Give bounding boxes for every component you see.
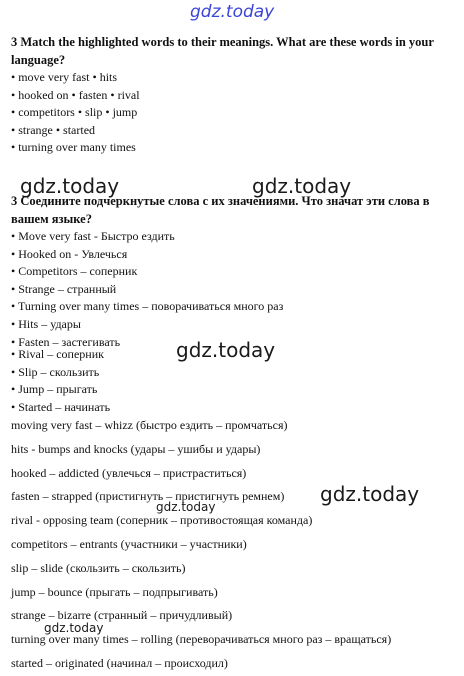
russian-item: • Move very fast - Быстро ездить (11, 229, 175, 243)
pair-line: hits - bumps and knocks (удары – ушибы и удары) (11, 441, 261, 456)
pair-line: slip – slide (скользить – скользить) (11, 560, 186, 575)
russian-heading: 3 Соедините подчеркнутые слова с их значениями. Что значат эти слова в вашем языке? (11, 194, 430, 226)
watermark-center: gdz.today (176, 338, 276, 362)
watermark-left-mid: gdz.today (20, 174, 120, 198)
pair-line: rival - opposing team (соперник – противостоящая команда) (11, 513, 313, 528)
russian-item: • Jump – прыгать (11, 382, 98, 397)
pair-line: turning over many times – rolling (переворачиваться много раз – вращаться) (11, 632, 392, 647)
watermark-right-mid: gdz.today (252, 174, 352, 198)
russian-exercise (11, 192, 451, 351)
russian-item: • Hits – удары (11, 316, 81, 331)
english-exercise (11, 33, 451, 157)
pair-line: started – originated (начинал – происходил) (11, 655, 228, 670)
pair-line: jump – bounce (прыгать – подпрыгивать) (11, 584, 218, 599)
russian-item: • Fasten – застегивать (11, 334, 121, 349)
watermark-top: gdz.today (190, 2, 275, 22)
russian-item: • Competitors – соперник (11, 264, 138, 279)
english-heading: 3 Match the highlighted words to their meanings. What are these words in your language? (11, 35, 434, 67)
russian-item: • Turning over many times – поворачиваться много раз (11, 299, 284, 314)
russian-item: • Strange – странный (11, 281, 117, 296)
pair-line: competitors – entrants (участники – участники) (11, 536, 247, 551)
watermark-small-2: gdz.today (44, 621, 104, 635)
english-item: • competitors • slip • jump (11, 105, 138, 120)
english-item: • move very fast • hits (11, 70, 118, 84)
russian-item: • Hooked on - Увлечься (11, 246, 128, 261)
russian-exercise-continued (11, 346, 110, 416)
watermark-right-lower: gdz.today (320, 482, 420, 506)
english-item: • turning over many times (11, 140, 136, 155)
watermark-small-1: gdz.today (156, 500, 216, 514)
pair-line: strange – bizarre (странный – причудливый) (11, 608, 233, 623)
russian-item: • Rival – соперник (11, 347, 104, 361)
russian-item: • Slip – скользить (11, 364, 100, 379)
english-item: • hooked on • fasten • rival (11, 87, 140, 102)
synonym-pairs (11, 414, 391, 676)
english-item: • strange • started (11, 122, 96, 137)
russian-item: • Started – начинать (11, 399, 111, 414)
pair-line: moving very fast – whizz (быстро ездить – промчаться) (11, 418, 288, 432)
pair-line: hooked – addicted (увлечься – пристраститься) (11, 465, 247, 480)
pair-line: fasten – strapped (пристигнуть – пристигнуть ремнем) (11, 489, 285, 504)
